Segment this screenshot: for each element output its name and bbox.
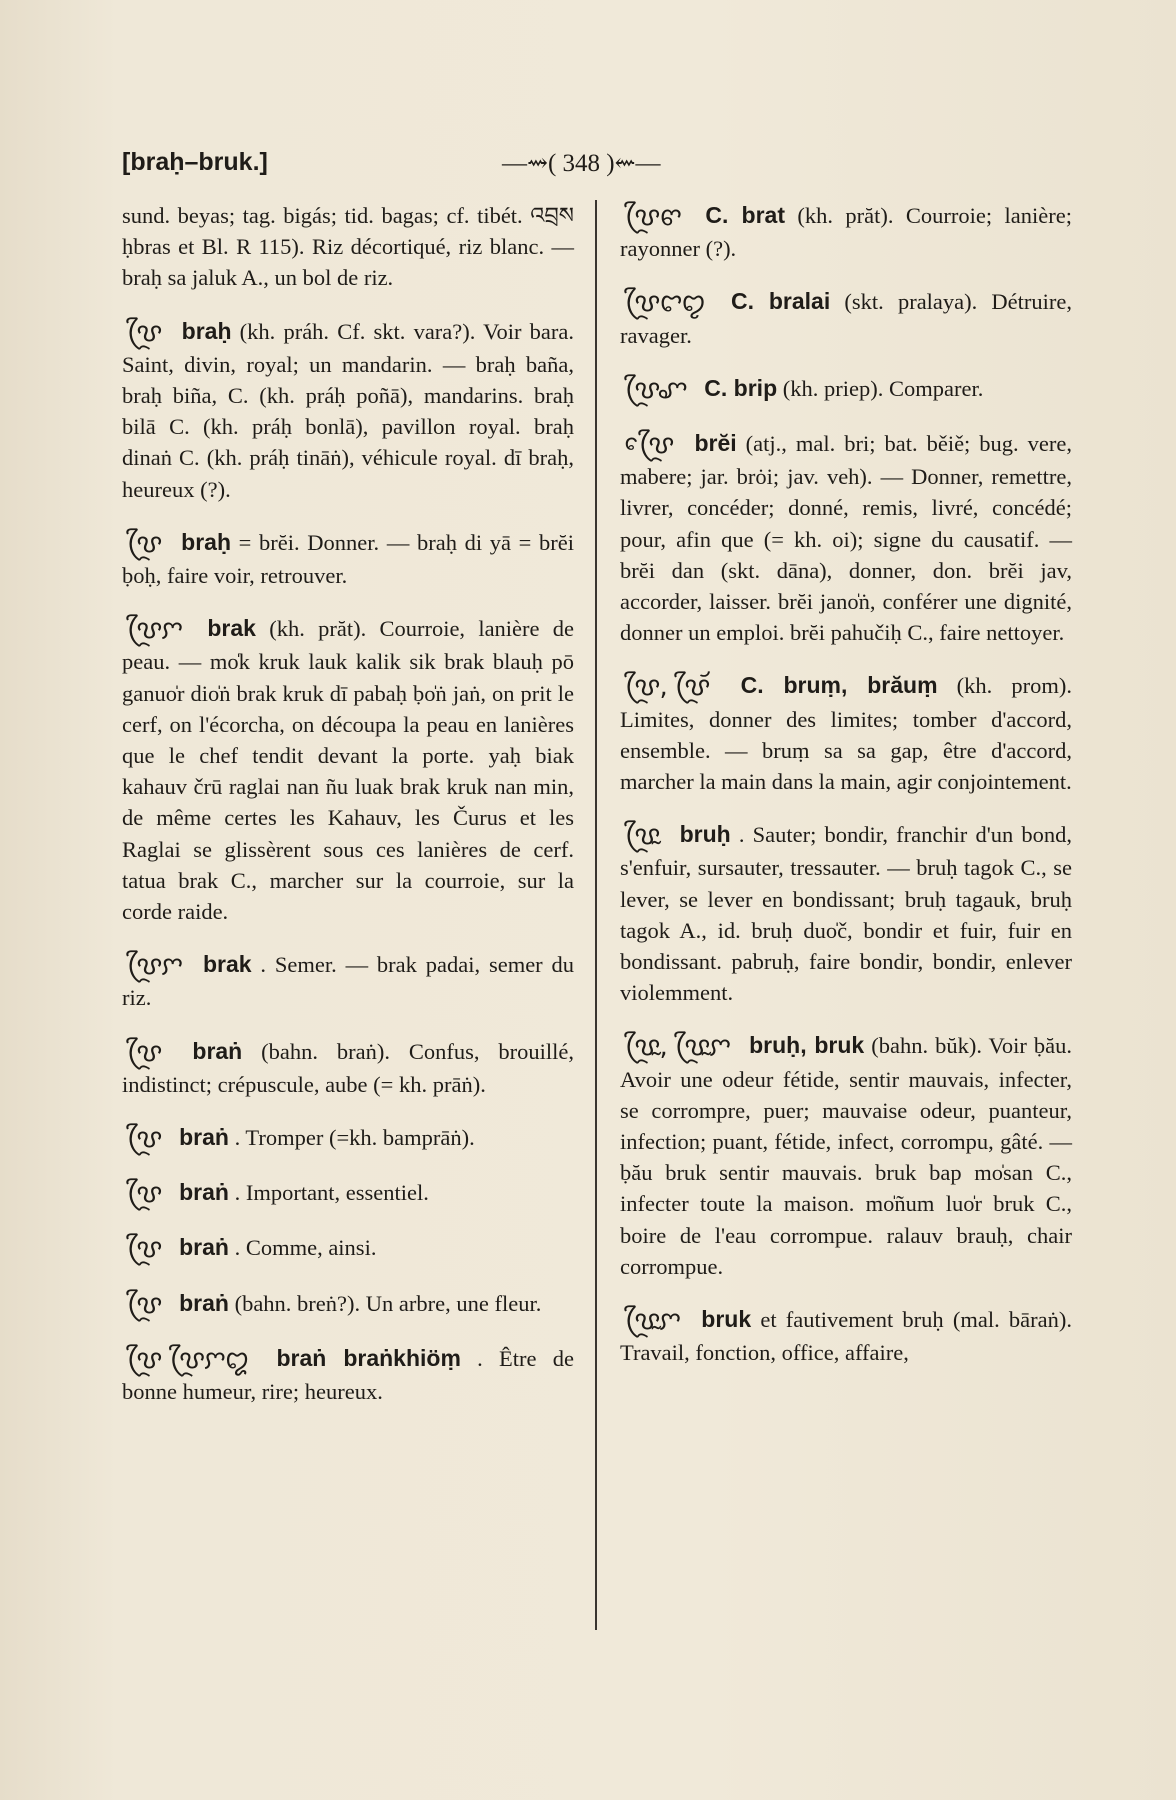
running-header xyxy=(122,148,1072,192)
dictionary-entry xyxy=(620,286,1072,350)
dictionary-entry xyxy=(620,670,1072,797)
entry-text: sund. beyas; tag. bigás; tid. bagas; cf. tibét. འབྲས ḥbras et Bl. R 115). Riz décortiqué, riz blanc. — braḥ sa jaluk A., un bol de riz. xyxy=(122,203,574,291)
cham-script-glyph: ꨝꨴꨭ xyxy=(624,821,660,852)
cham-script-glyph: ꨝꨴ, ꨝꨴꨮ xyxy=(624,672,710,703)
cham-script-glyph: ꨝꨴꨆ xyxy=(126,951,183,982)
entry-text: (bahn. braṅ). Confus, brouillé, indistinct; crépuscule, aube (= kh. prāṅ). xyxy=(122,1038,575,1097)
entry-text: (kh. priep). Comparer. xyxy=(782,375,984,401)
cham-script-glyph: ꨝꨴ ꨝꨴꨆꨁ xyxy=(126,1344,249,1375)
cham-script-glyph: ꨝꨴ xyxy=(126,1124,162,1155)
column-divider xyxy=(595,200,597,1630)
cham-script-glyph: ꨝꨴꨓ xyxy=(624,202,681,232)
entry-text: . Tromper (=kh. bamprāṅ). xyxy=(234,1125,475,1151)
entry-text: . Important, essentiel. xyxy=(234,1180,429,1206)
dictionary-entry xyxy=(122,1232,574,1265)
entry-headword: brak xyxy=(207,615,256,642)
entry-text: . Semer. — brak padai, semer du riz. xyxy=(122,952,575,1011)
entry-headword: braṅ xyxy=(179,1124,229,1151)
entry-headword: C. brat xyxy=(705,202,785,228)
dictionary-entry xyxy=(122,316,574,505)
left-column xyxy=(122,200,574,1429)
cham-script-glyph: ꨝꨴꨭꨆ xyxy=(624,1306,681,1337)
dictionary-entry xyxy=(620,373,1072,406)
cham-script-glyph: ꨝꨴꨤꨄ xyxy=(624,288,705,319)
page-number: —⇝( 348 )⇜— xyxy=(502,150,661,177)
dictionary-entry xyxy=(620,200,1072,264)
dictionary-entry xyxy=(620,428,1072,648)
entry-text: (bahn. breṅ?). Un arbre, une fleur. xyxy=(234,1290,542,1316)
entry-text: (kh. prăt). Courroie, lanière de peau. — mo̍k kruk lauk kalik sik brak blauḥ pō ganuo̍r dio̍ṅ brak kruk dī pabaḥ ḅo̍ṅ jaṅ, on prit le cerf, on l'écorcha, on découpa la peau en lanières que le chef tendit devant la porte. yaḥ biak kahauv črū raglai nan ñu luak brak kruk nan min, de même certes les Kahauv, les Čurus et les Raglai se glissèrent sous ces lanières de cerf. tatua brak C., marcher sur la courroie, sur la corde raide. xyxy=(122,616,575,925)
dictionary-entry xyxy=(122,1288,574,1321)
cham-script-glyph: ꨝꨴ xyxy=(126,1289,162,1320)
cham-script-glyph: ꨝꨴꨯ xyxy=(624,430,674,461)
entry-headword: braṅ xyxy=(179,1179,229,1206)
right-column xyxy=(620,200,1072,1391)
entry-text: (kh. prom). Limites, donner des limites; tomber d'accord, ensemble. — bruṃ sa sa gap, être d'accord, marcher la main dans la main, agir conjointement. xyxy=(620,673,1072,795)
cham-script-glyph: ꨝꨴ xyxy=(126,1234,162,1265)
cham-script-glyph: ꨝꨴ xyxy=(126,317,162,348)
entry-headword: braḥ xyxy=(181,317,232,344)
entry-headword: C. brip xyxy=(704,374,778,401)
entry-text: . Comme, ainsi. xyxy=(234,1235,377,1261)
dictionary-entry xyxy=(620,1304,1072,1368)
dictionary-entry xyxy=(122,1177,574,1210)
entry-headword: braṅ xyxy=(192,1037,243,1064)
entry-headword: bruk xyxy=(701,1306,752,1333)
entry-headword: braḥ xyxy=(181,528,231,555)
dictionary-entry xyxy=(122,1122,574,1155)
entry-headword: brĕi xyxy=(694,430,737,457)
header-range: [braḥ–bruk.] xyxy=(122,148,268,176)
entry-text: (kh. práh. Cf. skt. vara?). Voir bara. Saint, divin, royal; un mandarin. — braḥ baña, braḥ biña, C. (kh. práḥ poñā), mandarins. braḥ bilā C. (kh. práḥ bonlā), pavillon royal. braḥ dinaṅ C. (kh. práḥ tināṅ), véhicule royal. dī braḥ, heureux (?). xyxy=(122,318,575,502)
cham-script-glyph: ꨝꨴꨚ xyxy=(624,374,687,405)
dictionary-entry xyxy=(620,1030,1072,1282)
entry-text: (atj., mal. bri; bat. běiě; bug. vere, mabere; jar. brȯi; jav. veh). — Donner, remettre, livrer, concéder; donné, remis, livré, concédé; pour, afin que (= kh. oi); signe du causatif. — brĕi dan (skt. dāna), donner, don. brĕi jav, accorder, laisser. brĕi jano̍ṅ, conférer une dignité, donner un emploi. brĕi pahučiḥ C., faire nettoyer. xyxy=(620,431,1073,646)
entry-text: (kh. prăt). Courroie; lanière; rayonner (?). xyxy=(620,203,1073,262)
entry-headword: braṅ xyxy=(179,1289,229,1316)
dictionary-entry xyxy=(620,819,1072,1008)
entry-headword: bruḥ, bruk xyxy=(749,1032,865,1059)
dictionary-entry xyxy=(122,613,574,927)
entry-headword: C. bruṃ, brăuṃ xyxy=(740,672,938,699)
entry-text: et fautivement bruḥ (mal. bāraṅ). Travail, fonction, office, affaire, xyxy=(620,1307,1073,1366)
cham-script-glyph: ꨝꨴꨭ, ꨝꨴꨭꨆ xyxy=(624,1032,731,1063)
dictionary-entry xyxy=(122,527,574,591)
entry-headword: C. bralai xyxy=(730,288,831,315)
cham-script-glyph: ꨝꨴꨆ xyxy=(126,615,183,646)
entry-text: = brĕi. Donner. — braḥ di yā = brĕi ḅoḥ, faire voir, retrouver. xyxy=(122,529,575,589)
entry-text: (bahn. bŭk). Voir ḅău. Avoir une odeur fétide, sentir mauvais, infecter, se corrompre, puer; mauvaise odeur, puanteur, infection; puant, fétide, infect, corrompu, gâté. — ḅău bruk sentir mauvais. bruk bap mo̍san C., infecter toute la maison. mo̍ñum luo̍r bruk C., boire de l'eau corrompue. ralauv brauḥ, chair corrompue. xyxy=(620,1033,1073,1279)
entry-headword: brak xyxy=(202,951,252,978)
cham-script-glyph: ꨝꨴ xyxy=(126,1179,162,1210)
entry-text: . Être de bonne humeur, rire; heureux. xyxy=(122,1345,574,1405)
entry-headword: braṅ xyxy=(179,1234,229,1261)
entry-headword: bruḥ xyxy=(679,821,731,848)
dictionary-entry xyxy=(122,949,574,1013)
entry-text: . Sauter; bondir, franchir d'un bond, s'enfuir, sursauter, tressauter. — bruḥ tagok C., se lever, se lever en bondissant; bruḥ tagauk, bruḥ tagok A., id. bruḥ duo̍č, bondir et fuir, fuir en bondissant. pabruḥ, faire bondir, bondir, enlever violemment. xyxy=(620,822,1073,1006)
entry-text: (skt. pralaya). Détruire, ravager. xyxy=(620,289,1073,348)
dictionary-entry xyxy=(122,1343,574,1407)
dictionary-entry xyxy=(122,200,574,294)
cham-script-glyph: ꨝꨴ xyxy=(126,528,162,559)
cham-script-glyph: ꨝꨴ xyxy=(126,1037,162,1068)
entry-headword: braṅ braṅkhiöṃ xyxy=(276,1344,461,1371)
dictionary-entry xyxy=(122,1036,574,1100)
